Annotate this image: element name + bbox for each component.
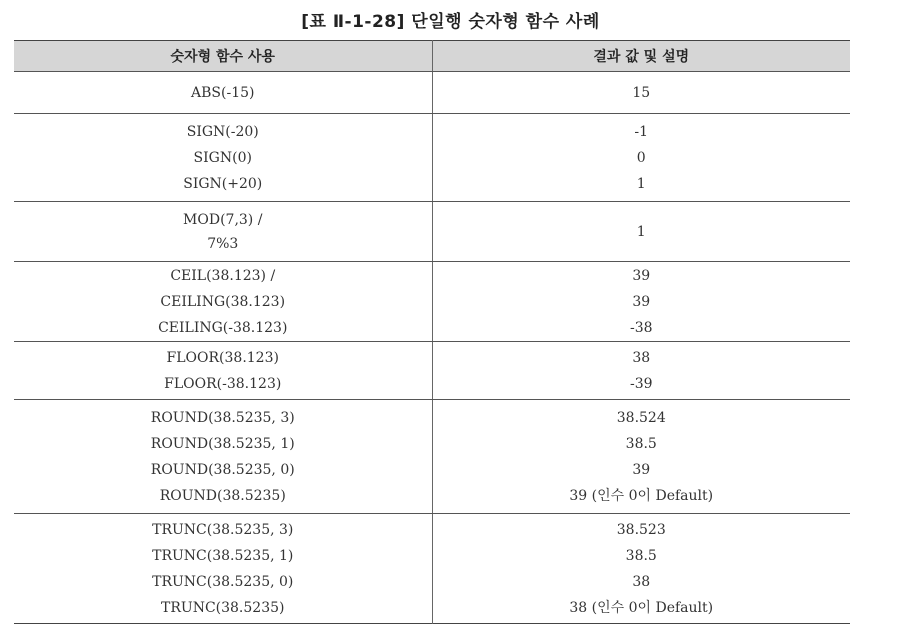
function-text: TRUNC(38.5235, 0) <box>152 573 294 590</box>
result-text: 15 <box>632 84 651 101</box>
result-text: 1 <box>636 175 646 192</box>
result-cell <box>432 400 850 514</box>
function-text: TRUNC(38.5235, 3) <box>152 521 294 538</box>
function-text: FLOOR(-38.123) <box>164 375 282 392</box>
function-text: CEILING(-38.123) <box>158 319 288 336</box>
table-row <box>14 262 850 342</box>
table-row <box>14 202 850 262</box>
result-text: 38.5 <box>625 547 657 564</box>
table-header-row <box>14 41 850 72</box>
result-cell <box>432 342 850 400</box>
result-cell <box>432 202 850 262</box>
function-text: SIGN(0) <box>193 149 252 166</box>
result-cell <box>432 514 850 624</box>
function-cell <box>14 400 432 514</box>
function-text: SIGN(+20) <box>183 175 263 192</box>
numeric-function-table <box>14 40 850 624</box>
result-text: -39 <box>629 375 653 392</box>
function-text: FLOOR(38.123) <box>166 349 279 366</box>
result-text: -1 <box>634 123 649 140</box>
table-row <box>14 114 850 202</box>
table-row <box>14 514 850 624</box>
result-text: 38 <box>632 349 651 366</box>
function-text: TRUNC(38.5235) <box>161 599 285 616</box>
header-function-usage: 숫자형 함수 사용 <box>14 41 432 72</box>
result-cell <box>432 72 850 114</box>
function-text: ROUND(38.5235, 0) <box>150 461 295 478</box>
result-text: 1 <box>636 223 646 240</box>
result-text: 38 <box>632 573 651 590</box>
function-cell <box>14 342 432 400</box>
function-text: ABS(-15) <box>191 84 255 101</box>
function-cell <box>14 202 432 262</box>
function-text: ROUND(38.5235, 3) <box>150 409 295 426</box>
result-cell <box>432 114 850 202</box>
function-text: TRUNC(38.5235, 1) <box>152 547 294 564</box>
result-text: 39 (인수 0이 Default) <box>569 487 714 504</box>
function-text: ROUND(38.5235, 1) <box>150 435 295 452</box>
table-row <box>14 342 850 400</box>
result-text: 38.524 <box>616 409 666 426</box>
result-text: 39 <box>632 461 651 478</box>
table-row <box>14 72 850 114</box>
function-text: 7%3 <box>207 235 239 252</box>
result-cell <box>432 262 850 342</box>
result-text: 39 <box>632 293 651 310</box>
function-cell <box>14 514 432 624</box>
function-text: SIGN(-20) <box>186 123 259 140</box>
result-text: 38.523 <box>616 521 666 538</box>
header-result-description: 결과 값 및 설명 <box>432 41 850 72</box>
function-text: CEILING(38.123) <box>160 293 286 310</box>
function-cell <box>14 262 432 342</box>
function-text: MOD(7,3) / <box>183 211 263 228</box>
table-row <box>14 400 850 514</box>
function-cell <box>14 72 432 114</box>
result-text: 38 (인수 0이 Default) <box>569 599 714 616</box>
result-text: -38 <box>629 319 653 336</box>
function-text: CEIL(38.123) / <box>170 267 276 284</box>
table-caption: [표 Ⅱ-1-28] 단일행 숫자형 함수 사례 <box>301 12 600 32</box>
result-text: 38.5 <box>625 435 657 452</box>
function-text: ROUND(38.5235) <box>159 487 286 504</box>
function-cell <box>14 114 432 202</box>
result-text: 39 <box>632 267 651 284</box>
result-text: 0 <box>636 149 646 166</box>
